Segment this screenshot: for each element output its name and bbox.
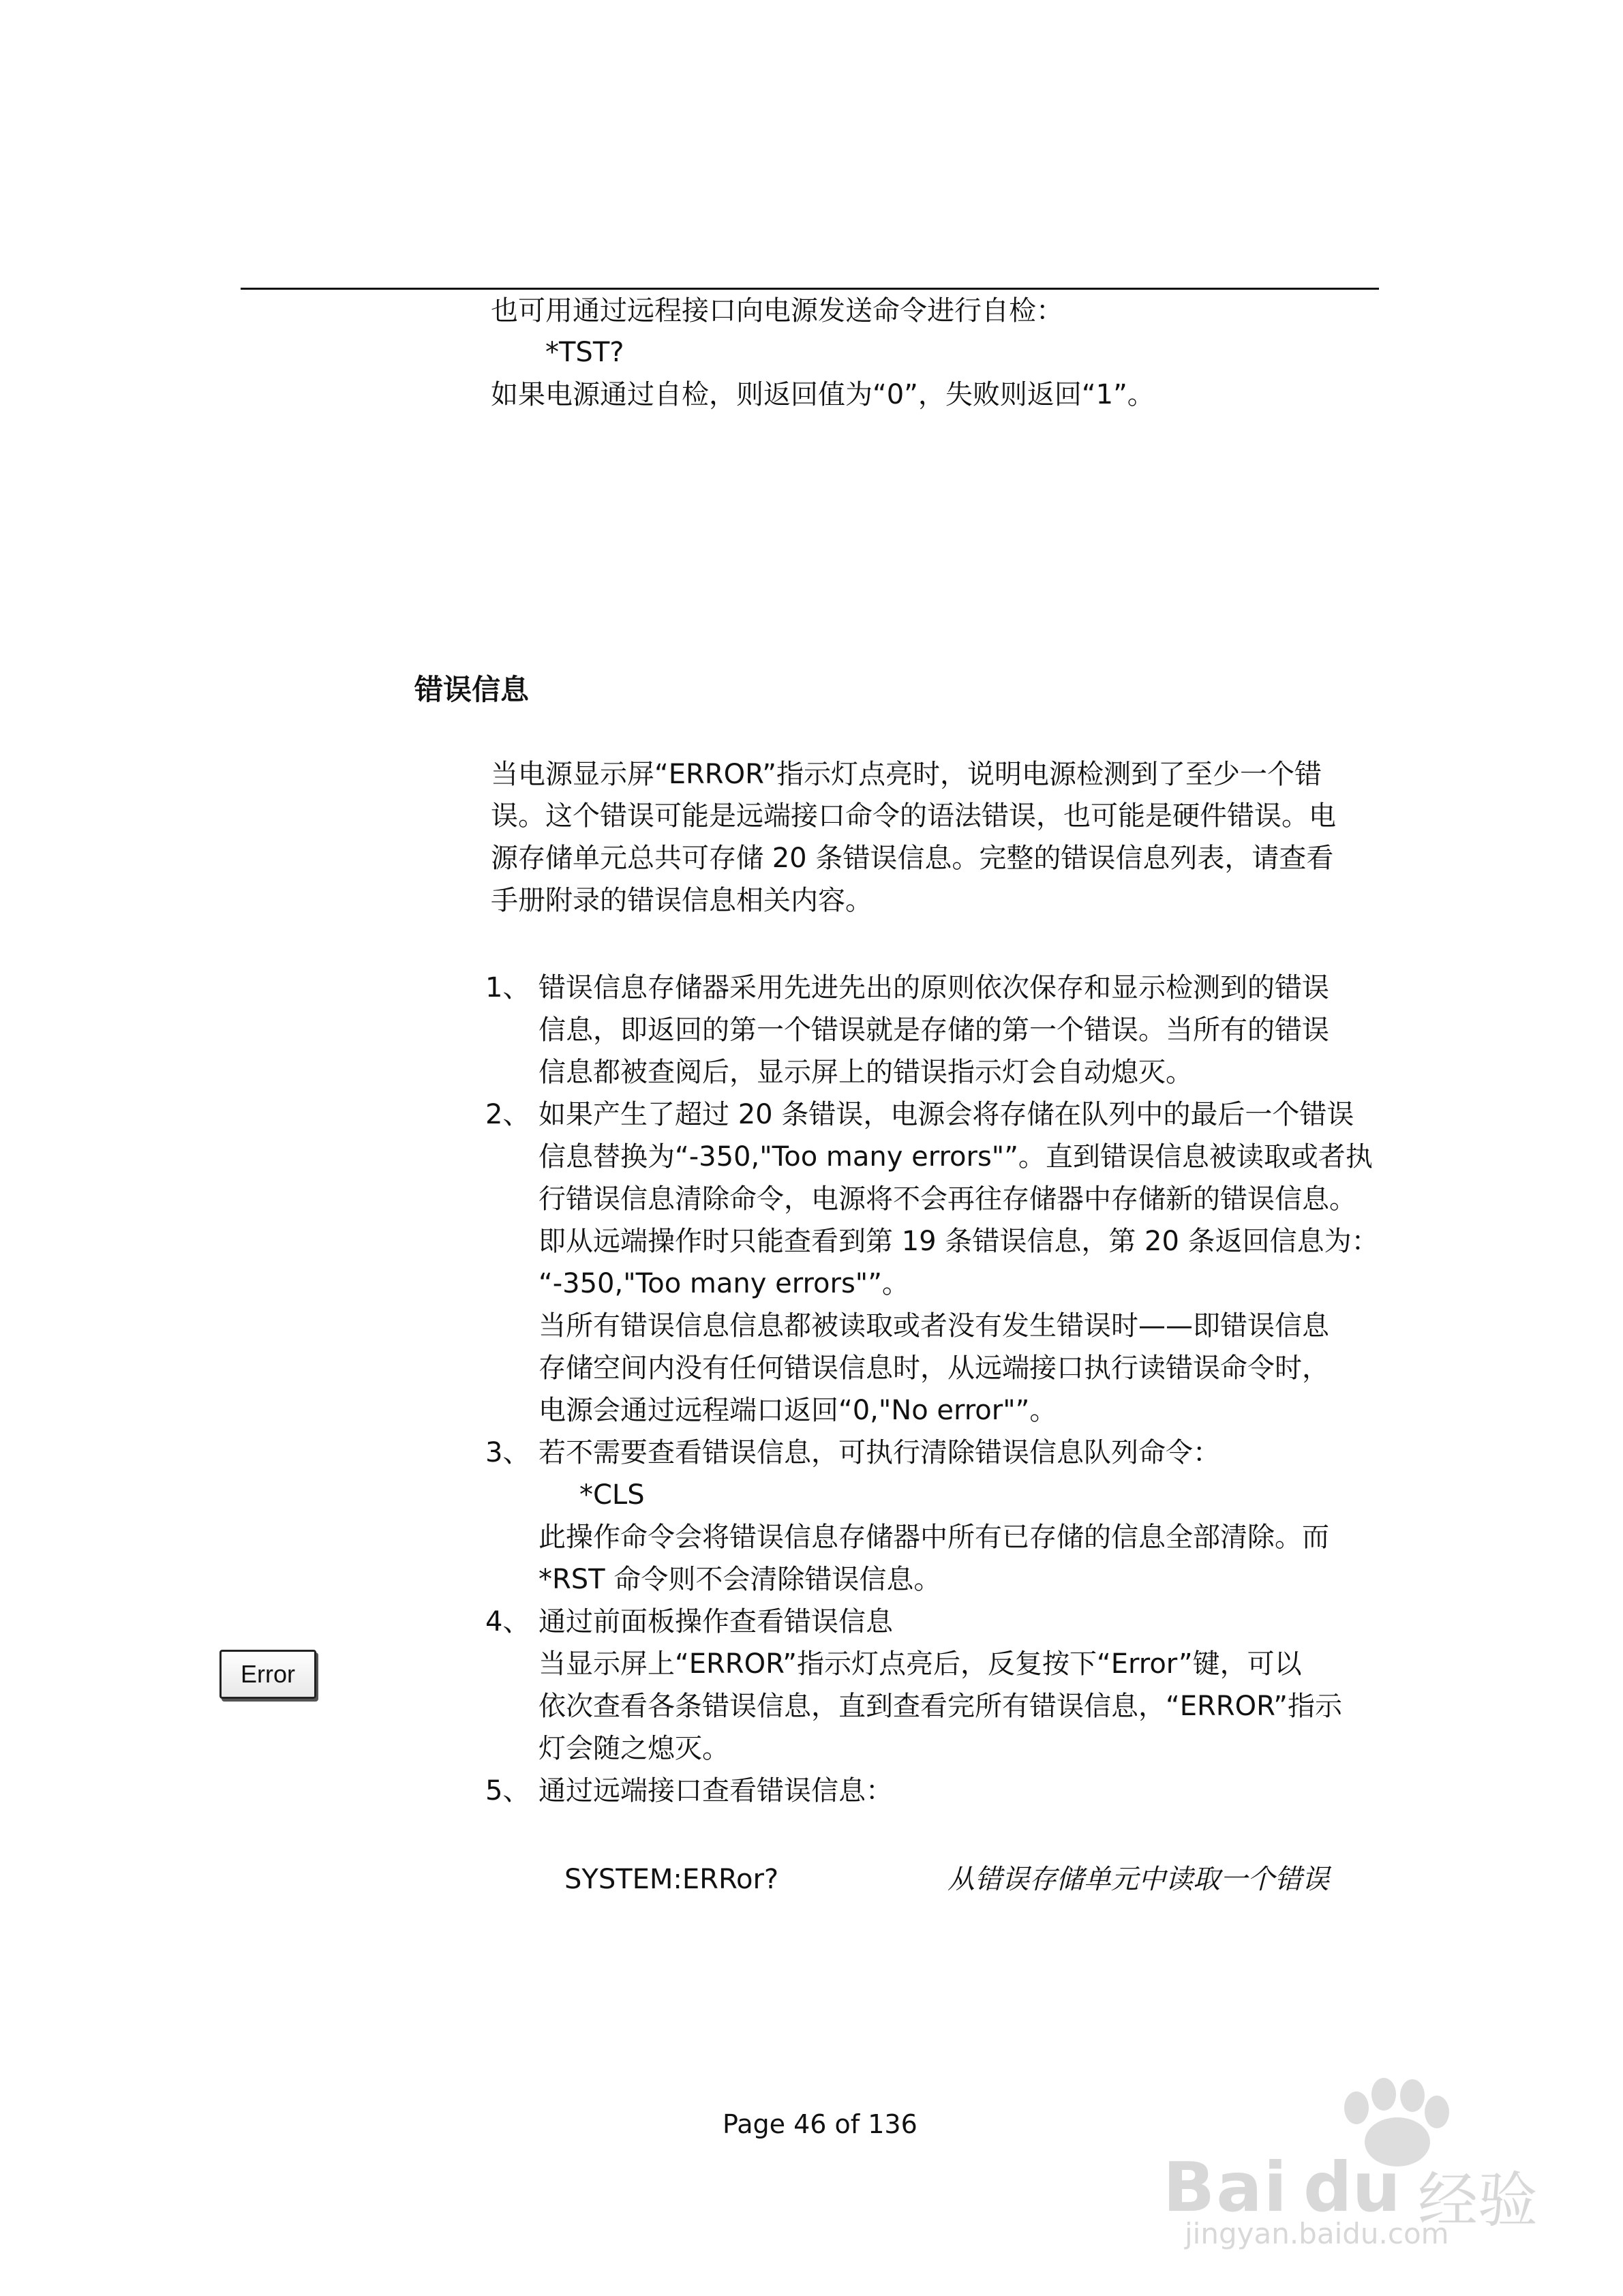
item-1-line: 信息都被查阅后，显示屏上的错误指示灯会自动熄灭。 — [539, 1057, 1193, 1088]
para-line: 当电源显示屏“ERROR”指示灯点亮时，说明电源检测到了至少一个错 — [491, 759, 1322, 790]
item-1-line: 错误信息存储器采用先进先出的原则依次保存和显示检测到的错误 — [539, 972, 1329, 1003]
item-number-4: 4、 — [485, 1606, 530, 1637]
item-3-line: *RST 命令则不会清除错误信息。 — [539, 1564, 941, 1595]
item-4-line: 灯会随之熄灭。 — [539, 1733, 729, 1764]
watermark-url: jingyan.baidu.com — [1185, 2217, 1449, 2250]
error-key-icon — [219, 1650, 316, 1699]
watermark-cn: 经验 — [1418, 2165, 1538, 2235]
intro-line-2: 如果电源通过自检，则返回值为“0”，失败则返回“1”。 — [491, 379, 1155, 410]
cls-command: *CLS — [579, 1479, 645, 1511]
error-key-label: Error — [241, 1660, 295, 1688]
item-2-line: 电源会通过远程端口返回“0,"No error"”。 — [539, 1395, 1057, 1426]
item-1-line: 信息，即返回的第一个错误就是存储的第一个错误。当所有的错误 — [539, 1014, 1329, 1046]
item-4-line: 通过前面板操作查看错误信息 — [539, 1606, 893, 1637]
scpi-command: SYSTEM:ERRor? — [564, 1864, 779, 1895]
header-rule — [241, 288, 1379, 290]
item-2-line: 存储空间内没有任何错误信息时，从远端接口执行读错误命令时， — [539, 1353, 1329, 1384]
item-3-line: 此操作命令会将错误信息存储器中所有已存储的信息全部清除。而 — [539, 1522, 1329, 1553]
item-2-line: 信息替换为“-350,"Too many errors"”。直到错误信息被读取或者执 — [539, 1141, 1373, 1173]
page-number: Page 46 of 136 — [723, 2109, 917, 2139]
item-number-2: 2、 — [485, 1099, 530, 1130]
item-4-line: 当显示屏上“ERROR”指示灯点亮后，反复按下“Error”键，可以 — [539, 1648, 1302, 1680]
para-line: 误。这个错误可能是远端接口命令的语法错误，也可能是硬件错误。电 — [491, 800, 1336, 832]
tst-command: *TST? — [545, 337, 624, 368]
intro-line-1: 也可用通过远程接口向电源发送命令进行自检： — [491, 295, 1063, 327]
item-5-line: 通过远端接口查看错误信息： — [539, 1775, 893, 1807]
para-line: 源存储单元总共可存储 20 条错误信息。完整的错误信息列表，请查看 — [491, 843, 1334, 874]
baidu-watermark — [1159, 2045, 1568, 2250]
item-2-line: “-350,"Too many errors"”。 — [539, 1268, 909, 1299]
item-4-line: 依次查看各条错误信息，直到查看完所有错误信息，“ERROR”指示 — [539, 1691, 1343, 1722]
item-number-3: 3、 — [485, 1437, 530, 1468]
item-number-5: 5、 — [485, 1775, 530, 1807]
item-2-line: 行错误信息清除命令，电源将不会再往存储器中存储新的错误信息。 — [539, 1183, 1356, 1215]
item-2-line: 即从远端操作时只能查看到第 19 条错误信息，第 20 条返回信息为： — [539, 1226, 1379, 1257]
item-2-line: 当所有错误信息信息都被读取或者没有发生错误时——即错误信息 — [539, 1310, 1329, 1342]
watermark-brand-2: du — [1303, 2147, 1401, 2227]
section-heading: 错误信息 — [414, 673, 530, 706]
item-number-1: 1、 — [485, 972, 530, 1003]
para-line: 手册附录的错误信息相关内容。 — [491, 885, 873, 916]
item-3-line: 若不需要查看错误信息，可执行清除错误信息队列命令： — [539, 1437, 1220, 1468]
item-2-line: 如果产生了超过 20 条错误，电源会将存储在队列中的最后一个错误 — [539, 1099, 1354, 1130]
scpi-description: 从错误存储单元中读取一个错误 — [947, 1864, 1329, 1895]
watermark-brand: Bai — [1163, 2147, 1288, 2227]
